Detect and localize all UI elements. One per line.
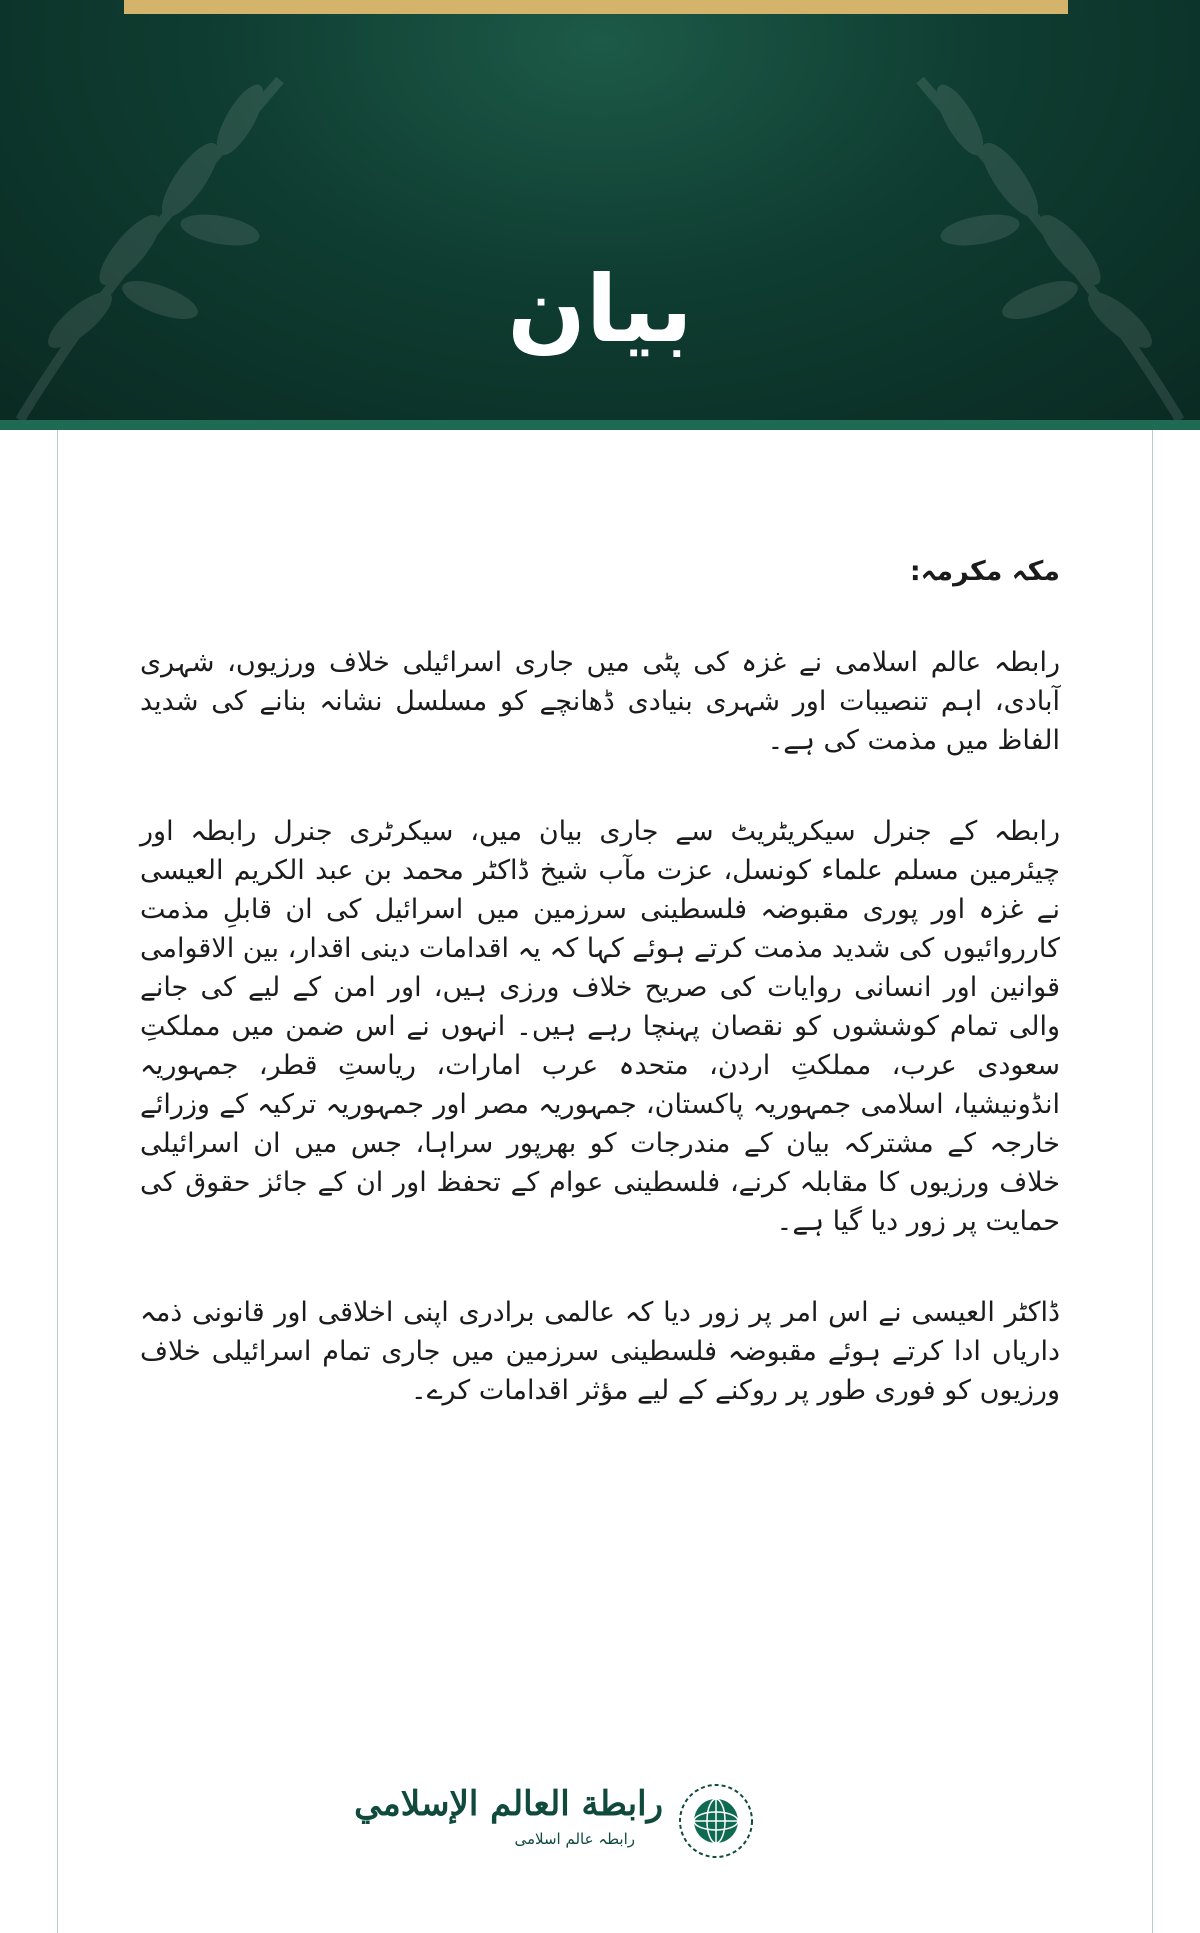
logo-arabic-text: رابطة العالم الإسلامي xyxy=(354,1784,663,1824)
footer-logo xyxy=(354,1782,755,1862)
header-banner xyxy=(0,0,1200,420)
gold-top-bar xyxy=(124,0,1068,14)
header-bottom-bar xyxy=(0,420,1200,430)
paragraph-1: رابطہ عالم اسلامی نے غزہ کی پٹی میں جاری اسرائیلی خلاف ورزیوں، شہری آبادی، اہم تنصیبات اور شہری بنیادی ڈھانچے کو مسلسل نشانہ بنانے کی شدید الفاظ میں مذمت کی ہے۔ xyxy=(140,647,1060,756)
logo-urdu-text: رابطہ عالم اسلامی xyxy=(514,1830,635,1848)
paragraph-2: رابطہ کے جنرل سیکریٹریٹ سے جاری بیان میں، سیکرٹری جنرل رابطہ اور چیئرمین مسلم علماء کونسل، عزت مآب شیخ ڈاکٹر محمد بن عبد الکریم العیسی نے غزہ اور پوری مقبوضہ فلسطینی سرزمین میں اسرائیل کی ان قابلِ مذمت کارروائیوں کی شدید مذمت کرتے ہوئے کہا کہ یہ اقدامات دینی اقدار، بین الاقوامی قوانین اور انسانی روایات کی صریح خلاف ورزی ہیں، اور امن کے لیے کی جانے والی تمام کوششوں کو نقصان پہنچا رہے ہیں۔ انہوں نے اس ضمن میں مملکتِ سعودی عرب، مملکتِ اردن، متحدہ عرب امارات، ریاستِ قطر، جمہوریہ انڈونیشیا، اسلامی جمہوریہ پاکستان، جمہوریہ مصر اور جمہوریہ ترکیہ کے وزرائے خارجہ کے مشترکہ بیان کے مندرجات کو بھرپور سراہا، جس میں ان اسرائیلی خلاف ورزیوں کا مقابلہ کرنے، فلسطینی عوام کے تحفظ اور ان کے جائز حقوق کی حمایت پر زور دیا گیا ہے۔ xyxy=(140,816,1060,1237)
dateline: مکہ مکرمہ: xyxy=(909,556,1060,587)
statement-body xyxy=(140,552,1060,1462)
mwl-emblem-icon xyxy=(677,1782,755,1860)
page-title: بیان xyxy=(507,256,693,363)
paragraph-3: ڈاکٹر العیسی نے اس امر پر زور دیا کہ عالمی برادری اپنی اخلاقی اور قانونی ذمہ داریاں ادا کرتے ہوئے مقبوضہ فلسطینی سرزمین میں جاری تمام اسرائیلی خلاف ورزیوں کو فوری طور پر روکنے کے لیے مؤثر اقدامات کرے۔ xyxy=(140,1297,1060,1406)
